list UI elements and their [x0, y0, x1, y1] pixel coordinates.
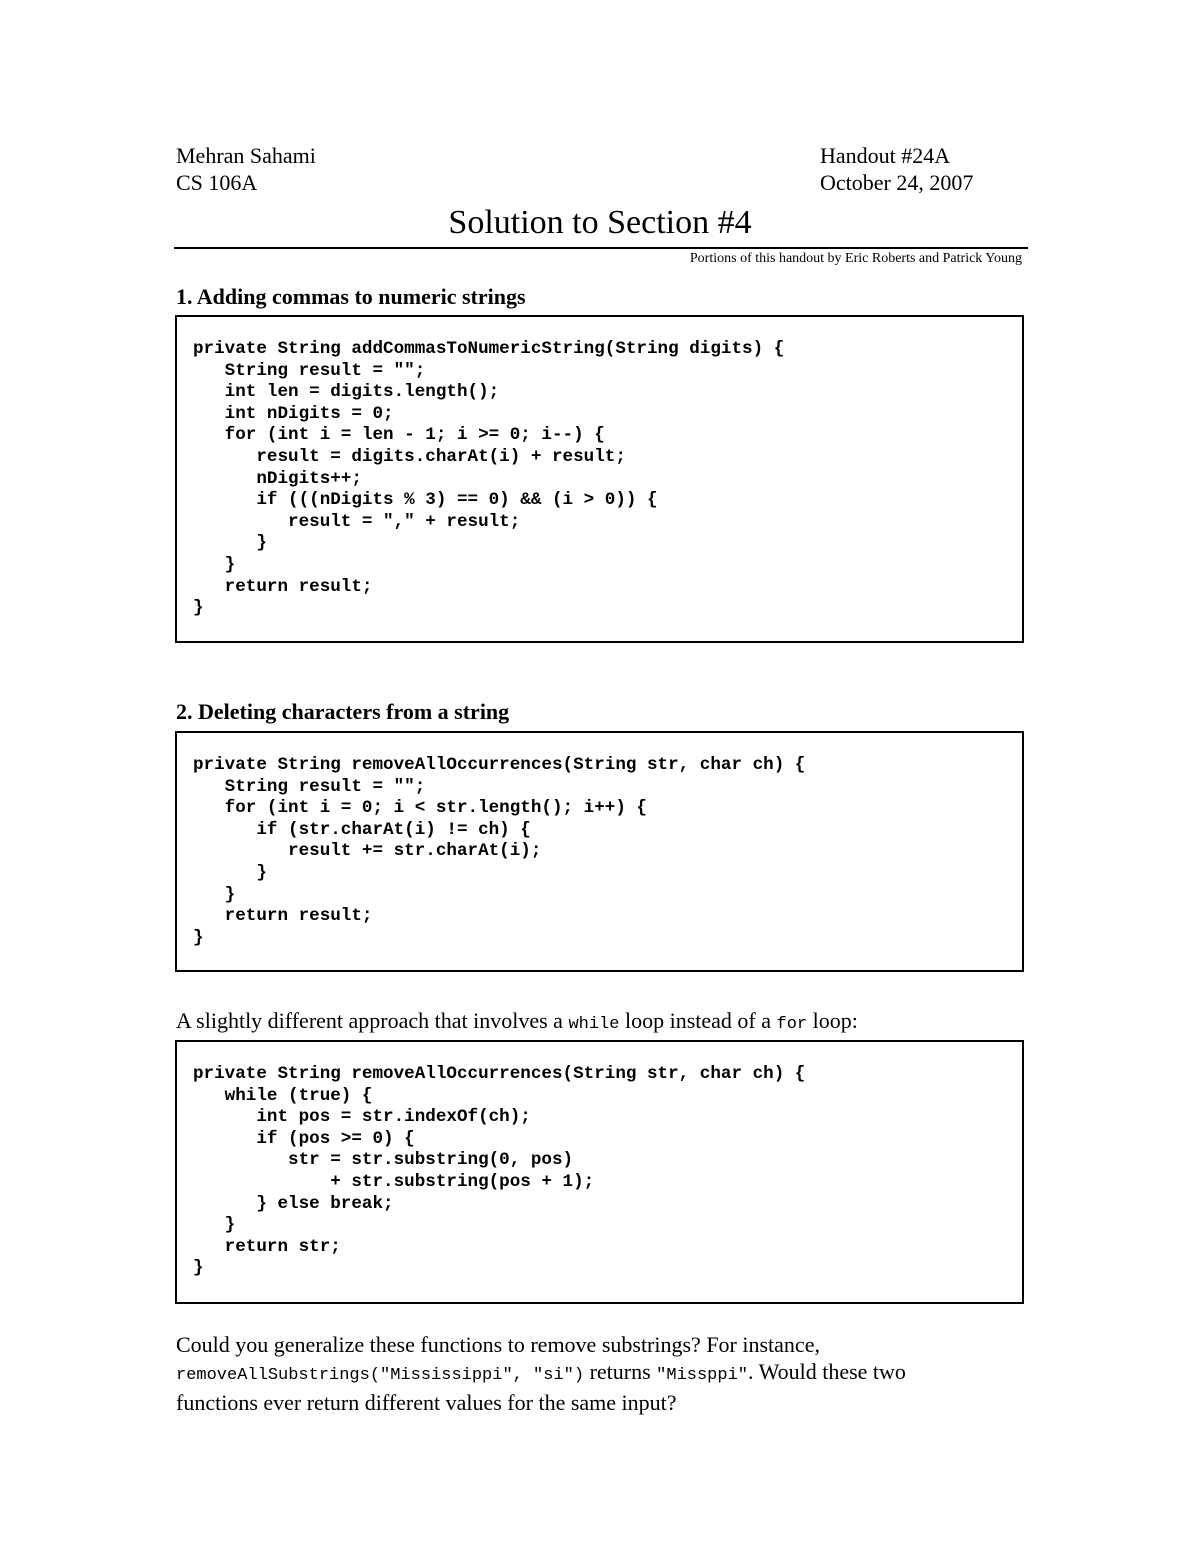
title-rule — [174, 247, 1028, 249]
page-title: Solution to Section #4 — [448, 204, 752, 241]
code-box-2 — [175, 731, 1024, 972]
example-call: removeAllSubstrings("Mississippi", "si") — [176, 1366, 585, 1385]
code-listing-2: private String removeAllOccurrences(String str, char ch) { String result = ""; for (int i = 0; i < str.length(); i++) { if (str.charAt(i) != ch) { result += str.charAt(i); } } return result; } — [193, 755, 806, 948]
returns-text: returns — [584, 1359, 657, 1384]
closing-line-3: functions ever return different values for the same input? — [176, 1390, 677, 1415]
for-keyword: for — [776, 1015, 808, 1034]
handout-number: Handout #24A — [820, 143, 951, 168]
code-box-1 — [175, 315, 1024, 643]
closing-line-1: Could you generalize these functions to remove substrings? For instance, — [176, 1332, 820, 1357]
alt-intro-after: loop: — [807, 1008, 858, 1033]
while-keyword: while — [568, 1015, 620, 1034]
closing-tail: . Would these two — [748, 1359, 906, 1384]
example-result: "Missppi" — [656, 1366, 748, 1385]
header-right — [820, 142, 973, 196]
code-listing-1: private String addCommasToNumericString(String digits) { String result = ""; int len = digits.length(); int nDigits = 0; for (int i = len - 1; i >= 0; i--) { result = digits.charAt(i) + result; nDigits++; if (((nDigits % 3) == 0) && (i > 0)) { result = "," + result; } } return result; } — [193, 339, 785, 619]
section-heading-1: 1. Adding commas to numeric strings — [176, 284, 526, 309]
closing-line-2 — [176, 1358, 1024, 1389]
credit-line: Portions of this handout by Eric Roberts and Patrick Young — [689, 251, 1022, 266]
code-box-3 — [175, 1040, 1024, 1304]
header-left — [176, 142, 316, 196]
alt-intro-before: A slightly different approach that involves a — [176, 1008, 569, 1033]
alt-intro-paragraph — [176, 1007, 1024, 1038]
course-code: CS 106A — [176, 170, 258, 195]
code-listing-3: private String removeAllOccurrences(String str, char ch) { while (true) { int pos = str.indexOf(ch); if (pos >= 0) { str = str.substring(0, pos) + str.substring(pos + 1); } else break; } return str; } — [193, 1064, 806, 1279]
closing-paragraph — [176, 1331, 1024, 1416]
section-heading-2: 2. Deleting characters from a string — [176, 699, 510, 724]
handout-date: October 24, 2007 — [820, 170, 974, 195]
alt-intro-middle: loop instead of a — [619, 1008, 777, 1033]
author-name: Mehran Sahami — [176, 143, 316, 168]
